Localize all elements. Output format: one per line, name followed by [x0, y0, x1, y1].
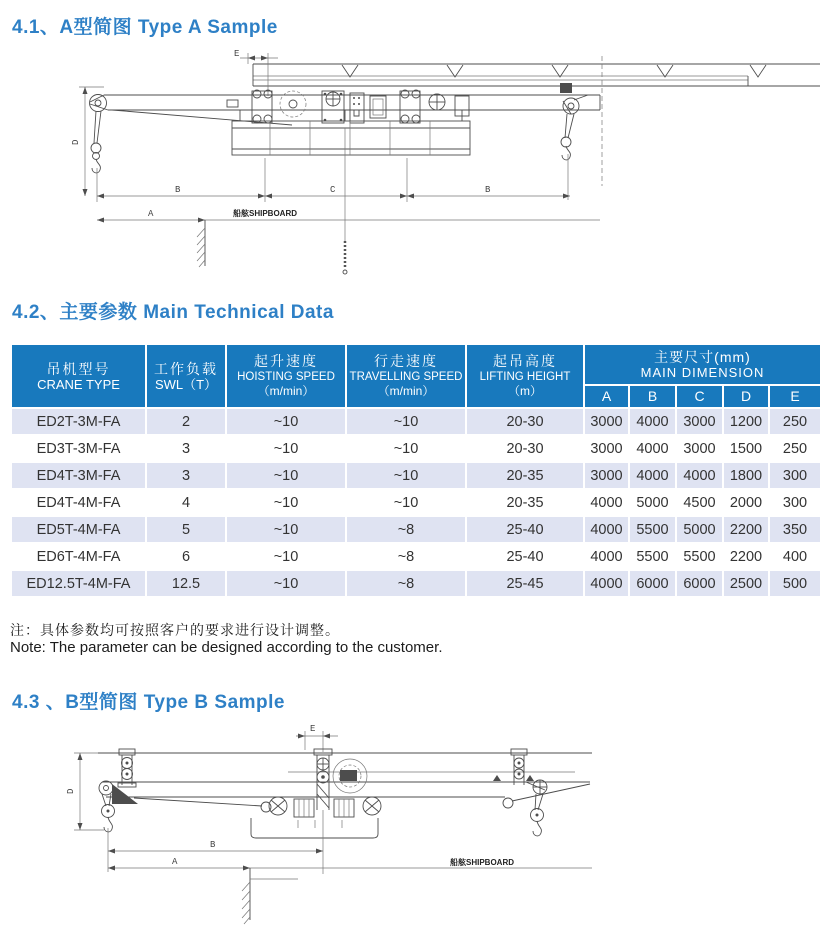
- dimension-d: [71, 87, 104, 196]
- cell: 300: [769, 462, 821, 489]
- section-title-4-2: 4.2、主要参数 Main Technical Data: [12, 302, 334, 323]
- dimension-d: [66, 753, 104, 830]
- svg-text:E: E: [310, 724, 316, 734]
- svg-text:B: B: [175, 185, 181, 195]
- svg-text:A: A: [148, 209, 154, 219]
- cell: 5000: [676, 516, 723, 543]
- cell: ED4T-4M-FA: [11, 489, 146, 516]
- col-header-dim-a: A: [584, 385, 629, 408]
- right-davit-assembly: [493, 749, 547, 836]
- cell: 20-30: [466, 435, 584, 462]
- cell: ~10: [226, 489, 346, 516]
- left-hook-tackle: [91, 111, 101, 173]
- cell: ~10: [226, 462, 346, 489]
- cell: 3000: [676, 408, 723, 435]
- table-row: [11, 543, 821, 570]
- cell: 350: [769, 516, 821, 543]
- cell: ~10: [346, 435, 466, 462]
- cell: 20-30: [466, 408, 584, 435]
- cell: ~10: [226, 570, 346, 597]
- cell: ED4T-3M-FA: [11, 462, 146, 489]
- left-davit-assembly: [99, 749, 271, 832]
- cell: 5: [146, 516, 226, 543]
- cell: ~10: [226, 435, 346, 462]
- cell: ED2T-3M-FA: [11, 408, 146, 435]
- table-row: [11, 408, 821, 435]
- note-text-cn: 注：具体参数均可按照客户的要求进行设计调整。: [10, 622, 340, 638]
- cell: 4000: [584, 489, 629, 516]
- dimension-e: [296, 724, 338, 752]
- cell: 3: [146, 462, 226, 489]
- svg-text:船舷SHIPBOARD: 船舷SHIPBOARD: [450, 858, 515, 867]
- table-row: [11, 462, 821, 489]
- type-b-crane-drawing: [0, 722, 830, 948]
- table-row: [11, 435, 821, 462]
- cell: 6000: [676, 570, 723, 597]
- svg-text:A: A: [172, 857, 178, 867]
- cell: 2200: [723, 543, 769, 570]
- col-header-travelling-speed: 行走速度 TRAVELLING SPEED （m/min）: [346, 344, 466, 408]
- cell: 20-35: [466, 489, 584, 516]
- center-mast-winch: [314, 749, 367, 810]
- cell: 4000: [584, 543, 629, 570]
- cell: 1200: [723, 408, 769, 435]
- col-header-lifting-height: 起吊高度 LIFTING HEIGHT （m）: [466, 344, 584, 408]
- svg-text:B: B: [210, 840, 216, 850]
- cell: ~8: [346, 516, 466, 543]
- svg-text:D: D: [66, 788, 76, 794]
- cell: 1500: [723, 435, 769, 462]
- cell: 500: [769, 570, 821, 597]
- svg-text:E: E: [234, 49, 240, 59]
- cell: ~10: [226, 543, 346, 570]
- cell: 25-40: [466, 516, 584, 543]
- cell: 2: [146, 408, 226, 435]
- cell: ~10: [346, 408, 466, 435]
- trolley: [248, 797, 381, 838]
- cell: 300: [769, 489, 821, 516]
- dimension-e: [234, 49, 278, 96]
- svg-text:D: D: [71, 139, 81, 145]
- col-header-dim-b: B: [629, 385, 676, 408]
- cell: 6: [146, 543, 226, 570]
- cell: 250: [769, 435, 821, 462]
- cell: 25-40: [466, 543, 584, 570]
- cell: 4000: [629, 435, 676, 462]
- cell: 3000: [584, 408, 629, 435]
- cell: ED3T-3M-FA: [11, 435, 146, 462]
- type-a-crane-drawing: [0, 46, 830, 288]
- cell: 4000: [629, 462, 676, 489]
- dimension-bcb: [97, 158, 570, 202]
- section-title-4-1: 4.1、A型简图 Type A Sample: [12, 17, 278, 38]
- cell: ~8: [346, 543, 466, 570]
- cell: 3: [146, 435, 226, 462]
- cell: ~10: [346, 489, 466, 516]
- cell: 4000: [629, 408, 676, 435]
- table-row: [11, 489, 821, 516]
- table-row: [11, 570, 821, 597]
- cell: 3000: [584, 435, 629, 462]
- cell: 6000: [629, 570, 676, 597]
- svg-text:B: B: [485, 185, 491, 195]
- cell: ~10: [226, 408, 346, 435]
- cell: 4000: [584, 570, 629, 597]
- col-header-main-dimension: 主要尺寸(mm) MAIN DIMENSION: [584, 344, 821, 385]
- hoist-chain: [343, 128, 347, 274]
- cell: 4500: [676, 489, 723, 516]
- dimension-a-shipboard: [97, 208, 600, 267]
- platform: [232, 110, 470, 155]
- cell: 5000: [629, 489, 676, 516]
- col-header-swl: 工作负载 SWL（T）: [146, 344, 226, 408]
- svg-text:C: C: [330, 185, 336, 195]
- note-text-en: Note: The parameter can be designed according to the customer.: [10, 639, 443, 656]
- right-hook-tackle: [561, 95, 588, 200]
- bottom-dimensions: [108, 810, 592, 924]
- cell: 4000: [676, 462, 723, 489]
- cell: 25-45: [466, 570, 584, 597]
- rail-girder: [253, 64, 820, 86]
- cell: 3000: [676, 435, 723, 462]
- cell: 20-35: [466, 462, 584, 489]
- cell: 3000: [584, 462, 629, 489]
- cell: 250: [769, 408, 821, 435]
- cell: 2000: [723, 489, 769, 516]
- cell: 1800: [723, 462, 769, 489]
- cell: 4: [146, 489, 226, 516]
- boom-machinery: [252, 83, 572, 123]
- cell: ~10: [346, 462, 466, 489]
- cell: ED12.5T-4M-FA: [11, 570, 146, 597]
- col-header-hoisting-speed: 起升速度 HOISTING SPEED （m/min）: [226, 344, 346, 408]
- cell: 2200: [723, 516, 769, 543]
- cell: 5500: [676, 543, 723, 570]
- cell: 5500: [629, 543, 676, 570]
- cell: 4000: [584, 516, 629, 543]
- section-title-4-3: 4.3 、B型简图 Type B Sample: [12, 692, 285, 713]
- technical-data-table: [10, 343, 822, 598]
- cell: 12.5: [146, 570, 226, 597]
- col-header-crane-type: 吊机型号 CRANE TYPE: [11, 344, 146, 408]
- cell: ~10: [226, 516, 346, 543]
- cell: ~8: [346, 570, 466, 597]
- cell: ED5T-4M-FA: [11, 516, 146, 543]
- cell: 5500: [629, 516, 676, 543]
- col-header-dim-e: E: [769, 385, 821, 408]
- cell: 400: [769, 543, 821, 570]
- cell: ED6T-4M-FA: [11, 543, 146, 570]
- cell: 2500: [723, 570, 769, 597]
- svg-text:船舷SHIPBOARD: 船舷SHIPBOARD: [233, 209, 298, 218]
- col-header-dim-c: C: [676, 385, 723, 408]
- table-row: [11, 516, 821, 543]
- col-header-dim-d: D: [723, 385, 769, 408]
